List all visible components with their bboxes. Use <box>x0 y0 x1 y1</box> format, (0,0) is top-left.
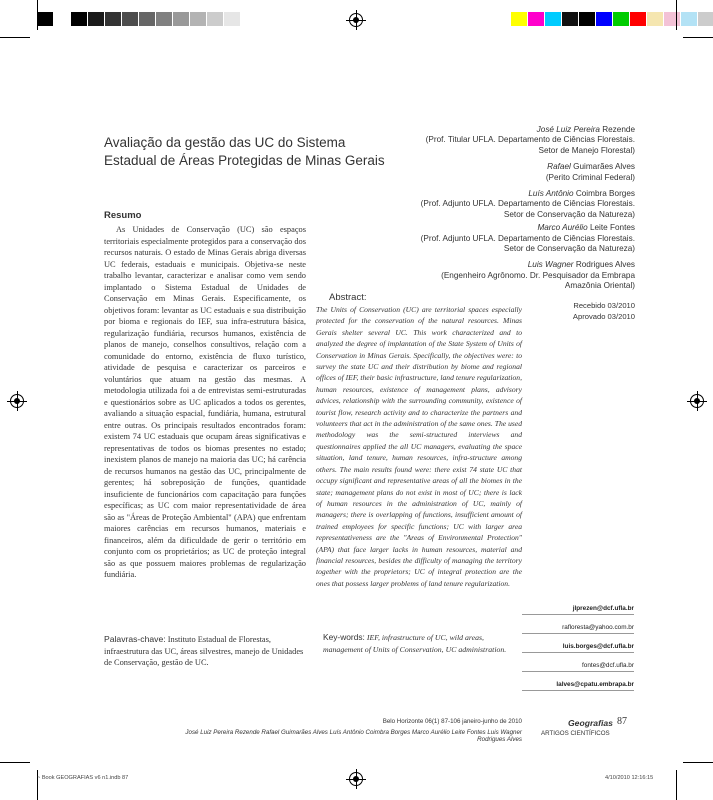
registration-mark-icon <box>10 394 24 408</box>
author-affiliation: Amazônia Oriental) <box>564 281 635 291</box>
keywords-en-label: Key-words: <box>323 632 365 642</box>
author-first-name: Marco Aurélio <box>537 223 588 233</box>
resumo-text: As Unidades de Conservação (UC) são espaços territoriais especialmente protegidos para a conservação dos recursos naturais. O estado de Minas Gerais abriga diversas UC federais, estaduais e municipais. Objetiva-se neste trabalho levantar, caracterizar e analisar como vem sendo implantado o Sistema Estadual de Unidades de Conservação em Minas Gerais. Especificamente, os objetivos foram: levantar as UC estaduais e sua distribuição por bioma e regionais do IEF, sua infra-estrutura básica, regularização fundiária, recursos humanos, existência de planos de manejo, conselhos consultivos, relação com a comunidade do entorno, existência de fluxo turístico, atividade de pesquisa e caracterizar os parceiros e voluntários que atuam na gestão das mesmas. A metodologia utilizada foi a de entrevistas semi-estruturadas e questionários sobre as UC aplicados a todos os gerentes, avaliando a situação espacial, fundiária, humana, estrutural entre outras. Os principais resultados encontrados foram: existem 74 UC estaduais que ocupam áreas significativas e representativas de todos os biomas presentes no estado; inexistem planos de manejo na maioria das UC; há carência de recursos humanos na gestão das UC, principalmente de gerentes; há sobreposição de funções, quantidade insuficiente de funcionários com capacitação para funções específicas; as UC com maior representatividade de área são as "Áreas de Proteção Ambiental" (APA) que enfrentam maiores carências em recursos humanos, materiais e financeiros, além da dificuldade de gerir o território em conjunto com os proprietários; as UC de proteção integral são as que possuem maiores problemas de regularização fundiária. <box>104 225 306 579</box>
color-swatch <box>122 12 139 26</box>
footer-authors: José Luiz Pereira Rezende Rafael Guimarães Alves Luís Antônio Coimbra Borges Marco Aurélio Leite Fontes Luis Wagner Rodrigues Alves <box>185 729 522 743</box>
author-affiliation: (Prof. Titular UFLA. Departamento de Ciências Florestais. <box>425 135 635 145</box>
approved-date: Aprovado 03/2010 <box>572 312 635 321</box>
email-link[interactable]: jlprezen@dcf.ufla.br <box>572 605 634 612</box>
journal-name-text: Geografias <box>568 718 613 728</box>
author-block <box>400 125 635 156</box>
color-swatch <box>613 12 630 26</box>
author-block <box>400 260 635 291</box>
email-row <box>522 622 634 634</box>
author-affiliation: (Prof. Adjunto UFLA. Departamento de Ciências Florestais. <box>420 233 635 243</box>
color-swatch <box>88 12 105 26</box>
author-first-name: Luís Antônio <box>528 189 574 199</box>
color-swatch <box>139 12 156 26</box>
email-row <box>522 641 634 653</box>
keywords-pt-label: Palavras-chave: <box>104 634 166 644</box>
author-list <box>400 125 635 295</box>
email-link[interactable]: rafloresta@yahoo.com.br <box>562 624 634 631</box>
author-affiliation: Setor de Conservação da Natureza) <box>503 244 635 254</box>
abstract-heading: Abstract: <box>329 292 367 303</box>
author-emails <box>522 603 634 698</box>
abstract-text: The Units of Conservation (UC) are territorial spaces especially protected for the conservation of the natural resources. Minas Gerais shelter several UC. This work characterized and to analyzed the degree of implantation of the State System of Units of Conservation in Minas Gerais. Specifically, the objectives were: to survey the state UC and their distribution by biome and regional offices of IEF, their basic infrastructure, land tenure regularization, human resources, existence of management plans, advisory advices, relationship with the surrounding community, existence of tourist flow, research activity and to characterize the partners and volunteers that act in the administration of the same ones. The used methodology was the semi-structured interviews and questionnaires applied the all UC managers, evaluating the space situation, land tenure, human resources, infra-structure among others. The main results found were: there exist 74 state UC that occupy significant and representative areas of all the biomes in the state; management plans do not exist in most of UC; there is lack of human resources in the administration of UC, mainly of managers; there is overlapping of functions, insufficient amount of trained employees for specific functions; UC with larger area representativeness are the "Areas of Environmental Protection" (APA) that face larger lacks in human resources, material and financial resources, besides the difficulty of managing the territory together with the proprietors; UC of integral protection are the ones that possess larger problems of land tenure regularization. <box>316 305 522 588</box>
color-swatch <box>545 12 562 26</box>
color-swatch <box>173 12 190 26</box>
keywords-pt-text: Instituto Estadual de Florestas, infraestrutura das UC, áreas silvestres, manejo de Unidades de Conservação, gestão de UC. <box>104 635 304 667</box>
crop-mark <box>683 37 713 38</box>
color-swatch <box>596 12 613 26</box>
crop-mark <box>0 762 30 763</box>
crop-mark <box>676 0 677 30</box>
color-swatch <box>664 12 681 26</box>
author-first-name: Rafael <box>547 162 571 172</box>
crop-mark <box>683 762 713 763</box>
color-swatch <box>579 12 596 26</box>
color-swatch <box>698 12 713 26</box>
crop-mark <box>37 0 38 30</box>
title-line-2: Estadual de Áreas Protegidas de Minas Gerais <box>104 153 385 168</box>
registration-mark-icon <box>690 394 704 408</box>
title-line-1: Avaliação da gestão das UC do Sistema <box>104 135 346 150</box>
email-link[interactable]: fontes@dcf.ufla.br <box>582 662 634 669</box>
registration-mark-icon <box>349 13 363 27</box>
resumo-heading: Resumo <box>104 210 142 221</box>
author-affiliation: (Perito Criminal Federal) <box>545 172 635 182</box>
author-first-name: Luis Wagner <box>527 260 574 270</box>
email-row <box>522 660 634 672</box>
color-swatch <box>630 12 647 26</box>
email-link[interactable]: lalves@cpatu.embrapa.br <box>556 681 634 688</box>
author-last-name: Coimbra Borges <box>575 189 635 199</box>
section-label: ARTIGOS CIENTÍFICOS <box>541 730 610 737</box>
color-swatch <box>37 12 54 26</box>
keywords-pt <box>104 634 306 669</box>
author-last-name: Guimarães Alves <box>573 162 635 172</box>
color-swatch <box>647 12 664 26</box>
author-affiliation: (Engenheiro Agrônomo. Dr. Pesquisador da Embrapa <box>441 270 635 280</box>
keywords-en <box>323 632 522 655</box>
color-calibration-bar-right <box>511 12 713 26</box>
author-first-name: José Luiz Pereira <box>536 125 600 134</box>
page-number: 87 <box>617 716 627 727</box>
author-last-name: Rezende <box>602 125 635 134</box>
color-swatch <box>528 12 545 26</box>
color-calibration-bar-left <box>37 12 241 26</box>
received-date: Recebido 03/2010 <box>573 301 635 310</box>
author-last-name: Leite Fontes <box>589 223 635 233</box>
registration-mark-icon <box>349 772 363 786</box>
journal-name <box>568 718 613 728</box>
email-link[interactable]: luis.borges@dcf.ufla.br <box>562 643 634 650</box>
author-affiliation: Setor de Conservação da Natureza) <box>503 209 635 219</box>
submission-dates <box>520 300 635 322</box>
crop-mark <box>676 770 677 800</box>
footer-citation: Belo Horizonte 06(1) 87-106 janeiro-junho de 2010 <box>382 718 522 725</box>
color-swatch <box>156 12 173 26</box>
author-block <box>400 162 635 183</box>
keywords-en-text: IEF, infrastructure of UC, wild areas, management of Units of Conservation, UC administration. <box>323 633 507 654</box>
email-row <box>522 679 634 691</box>
print-slug-file: ~ Book GEOGRAFIAS v6 n1.indb 87 <box>37 775 129 781</box>
color-swatch <box>71 12 88 26</box>
color-swatch <box>105 12 122 26</box>
color-swatch <box>54 12 71 26</box>
color-swatch <box>207 12 224 26</box>
color-swatch <box>190 12 207 26</box>
print-slug-datetime: 4/10/2010 12:16:15 <box>605 775 654 781</box>
color-swatch <box>562 12 579 26</box>
email-row <box>522 603 634 615</box>
author-block <box>400 189 635 220</box>
color-swatch <box>511 12 528 26</box>
author-affiliation: Setor de Manejo Florestal) <box>538 145 635 155</box>
color-swatch <box>681 12 698 26</box>
color-swatch <box>224 12 241 26</box>
author-last-name: Rodrigues Alves <box>575 260 635 270</box>
author-affiliation: (Prof. Adjunto UFLA. Departamento de Ciências Florestais. <box>420 199 635 209</box>
crop-mark <box>0 37 30 38</box>
author-block <box>400 223 635 254</box>
article-title <box>104 134 394 170</box>
